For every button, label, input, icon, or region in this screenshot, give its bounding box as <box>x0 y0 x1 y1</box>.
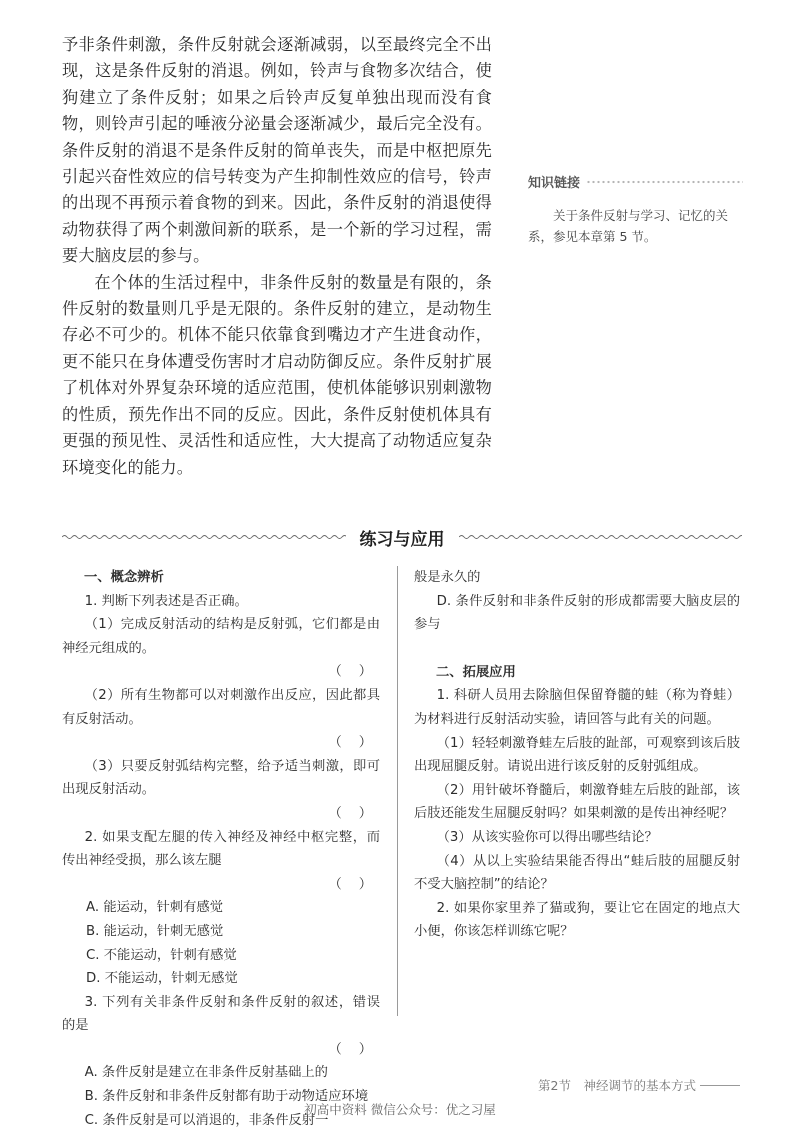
wavy-rule-left <box>62 534 346 540</box>
exercise-right-column <box>414 566 740 944</box>
chapter-label: 第2节 神经调节的基本方式 <box>538 1078 696 1093</box>
answer-blank: （ ） <box>328 735 372 751</box>
question-2-option-a: A. 能运动，针刺有感觉 <box>86 900 223 916</box>
wavy-rule-right <box>459 534 743 540</box>
exercise-section-heading <box>62 522 742 552</box>
section-heading-concepts: 一、概念辨析 <box>84 570 164 585</box>
question-2: 2. 如果支配左腿的传入神经及神经中枢完整，而传出神经受损，那么该左腿 （ ） <box>62 826 380 897</box>
question-3-option-c-continued: 般是永久的 <box>414 570 481 585</box>
question-3-option-a: A. 条件反射是建立在非条件反射基础上的 <box>84 1065 328 1081</box>
question-2-option-b: B. 能运动，针刺无感觉 <box>86 923 224 939</box>
exercise-left-column <box>62 566 380 1132</box>
main-paragraph-1: 予非条件刺激，条件反射就会逐渐减弱，以至最终完全不出现，这是条件反射的消退。例如，铃声与食物多次结合，使狗建立了条件反射；如果之后铃声反复单独出现而没有食物，则铃声引起的唾液分泌量会逐渐减少，最后完全没有。条件反射的消退不是条件反射的简单丧失，而是中枢把原先引起兴奋性效应的信号转变为产生抑制性效应的信号，铃声的出现不再预示着食物的到来。因此，条件反射的消退使得动物获得了两个刺激间新的联系，是一个新的学习过程，需要大脑皮层的参与。 <box>62 35 492 266</box>
answer-blank: （ ） <box>328 876 372 892</box>
question-2-option-d: D. 不能运动，针刺无感觉 <box>86 971 238 987</box>
footer-rule <box>700 1085 740 1086</box>
chapter-footer <box>538 1076 740 1094</box>
question-2-option-c: C. 不能运动，针刺有感觉 <box>86 947 237 963</box>
section-heading-extension: 二、拓展应用 <box>436 664 516 680</box>
extension-question-1-3: （3）从该实验你可以得出哪些结论？ <box>436 829 658 845</box>
dotted-rule <box>586 179 743 185</box>
knowledge-link-body: 关于条件反射与学习、记忆的关系，参见本章第 5 节。 <box>528 208 729 244</box>
extension-question-1-4: （4）从以上实验结果能否得出“蛙后肢的屈腿反射不受大脑控制”的结论？ <box>414 853 740 893</box>
question-1: 1. 判断下列表述是否正确。 <box>84 593 248 609</box>
question-3-option-d: D. 条件反射和非条件反射的形成都需要大脑皮层的参与 <box>414 593 740 633</box>
question-3-option-b: B. 条件反射和非条件反射都有助于动物适应环境 <box>84 1089 369 1105</box>
question-1-2: （2）所有生物都可以对刺激作出反应，因此都具有反射活动。 （ ） <box>62 684 380 755</box>
extension-question-1-1: （1）轻轻刺激脊蛙左后肢的趾部，可观察到该后肢出现屈腿反射。请说出进行该反射的反射弧组成。 <box>414 735 740 775</box>
question-1-3: （3）只要反射弧结构完整，给予适当刺激，即可出现反射活动。 （ ） <box>62 755 380 826</box>
column-divider <box>397 566 398 1016</box>
question-3-option-c: C. 条件反射是可以消退的，非条件反射一 <box>84 1112 329 1128</box>
main-paragraph-2: 在个体的生活过程中，非条件反射的数量是有限的，条件反射的数量则几乎是无限的。条件反射的建立，是动物生存必不可少的。机体不能只依靠食到嘴边才产生进食动作，更不能只在身体遭受伤害时才启动防御反应。条件反射扩展了机体对外界复杂环境的适应范围，使机体能够识别刺激物的性质，预先作出不同的反应。因此，条件反射使机体具有更强的预见性、灵活性和适应性，大大提高了动物适应复杂环境变化的能力。 <box>62 272 492 477</box>
answer-blank: （ ） <box>328 805 372 821</box>
knowledge-link-sidebar <box>528 172 743 247</box>
question-3: 3. 下列有关非条件反射和条件反射的叙述，错误的是 （ ） <box>62 991 380 1062</box>
answer-blank: （ ） <box>328 1041 372 1057</box>
knowledge-link-title: 知识链接 <box>528 176 581 191</box>
extension-question-2: 2. 如果你家里养了猫或狗，要让它在固定的地点大小便，你该怎样训练它呢？ <box>414 900 740 940</box>
extension-question-1-2: （2）用针破坏脊髓后，刺激脊蛙左后肢的趾部，该后肢还能发生屈腿反射吗？如果刺激的是传出神经呢？ <box>414 782 740 822</box>
extension-question-1: 1. 科研人员用去除脑但保留脊髓的蛙（称为脊蛙）为材料进行反射活动实验，请回答与此有关的问题。 <box>414 688 740 727</box>
question-1-1: （1）完成反射活动的结构是反射弧，它们都是由神经元组成的。 （ ） <box>62 613 380 684</box>
answer-blank: （ ） <box>328 664 372 680</box>
exercise-title: 练习与应用 <box>359 529 445 550</box>
main-body-text <box>62 32 492 481</box>
watermark-text: 初高中资料 微信公众号：优之习屋 <box>304 1102 496 1117</box>
